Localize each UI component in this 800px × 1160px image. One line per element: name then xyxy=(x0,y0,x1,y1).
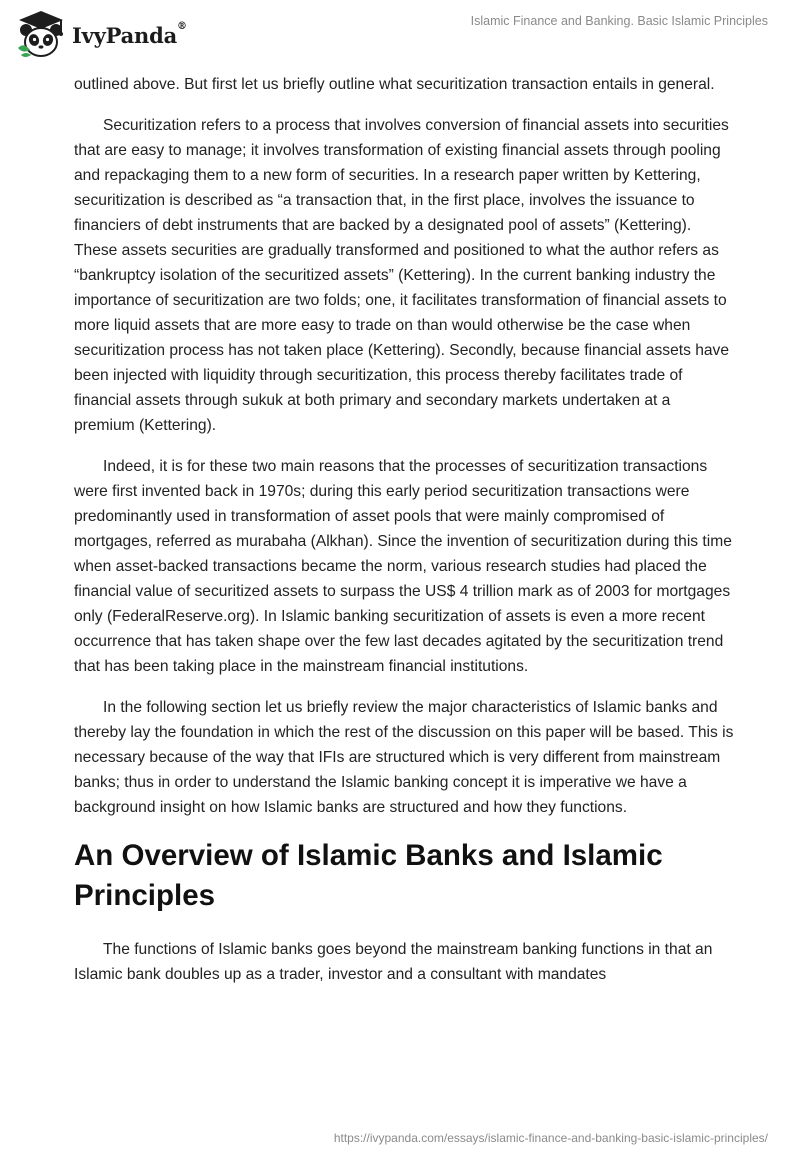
essay-body xyxy=(74,72,734,1003)
paragraph-securitization-definition: Securitization refers to a process that involves conversion of financial assets into securities that are easy to manage; it involves transformation of existing financial assets through pooling and repackaging them to a new form of securities. In a research paper written by Kettering, securitization is described as “a transaction that, in the first place, involves the issuance to financiers of debt instruments that are backed by a designated pool of assets” (Kettering). These assets securities are gradually transformed and positioned to what the author refers as “bankruptcy isolation of the securitized assets” (Kettering). In the current banking industry the importance of securitization are two folds; one, it facilitates transformation of financial assets to more liquid assets that are more easy to trade on than would otherwise be the case when securitization process has not taken place (Kettering). Secondly, because financial assets have been injected with liquidity through securitization, this process thereby facilitates trade of financial assets through sukuk at both primary and secondary markets undertaken at a premium (Kettering). xyxy=(74,117,730,434)
page-header xyxy=(0,0,800,68)
ivypanda-logo[interactable] xyxy=(14,8,187,62)
paragraph-securitization-history: Indeed, it is for these two main reasons that the processes of securitization transactions were first invented back in 1970s; during this early period securitization transactions were predominantly used in transformation of asset pools that were mainly compromised of mortgages, referred as murabaha (Alkhan). Since the invention of securitization during this time when asset-backed transactions became the norm, various research studies had placed the financial value of securitized assets to surpass the US$ 4 trillion mark as of 2003 for mortgages only (FederalReserve.org). In Islamic banking securitization of assets is even a more recent occurrence that has taken shape over the few last decades agitated by the securitization trend that has been taking place in the mainstream financial institutions. xyxy=(74,458,732,675)
document-title: Islamic Finance and Banking. Basic Islamic Principles xyxy=(470,14,768,28)
source-url[interactable]: https://ivypanda.com/essays/islamic-finance-and-banking-basic-islamic-principles/ xyxy=(333,1131,768,1145)
section-heading: An Overview of Islamic Banks and Islamic Principles xyxy=(74,839,663,912)
panda-graduate-icon xyxy=(14,8,68,62)
paragraph-section-intro: In the following section let us briefly review the major characteristics of Islamic banks and thereby lay the foundation in which the rest of the discussion on this paper will be based. This is necessary because of the way that IFIs are structured which is very different from mainstream banks; thus in order to understand the Islamic banking concept it is imperative we have a background insight on how Islamic banks are structured and how they functions. xyxy=(74,699,734,816)
paragraph-continuation: outlined above. But first let us briefly outline what securitization transaction entails in general. xyxy=(74,76,715,93)
paragraph-islamic-bank-functions: The functions of Islamic banks goes beyond the mainstream banking functions in that an Islamic bank doubles up as a trader, investor and a consultant with mandates xyxy=(74,941,713,983)
logo-text: IvyPanda® xyxy=(72,20,187,48)
